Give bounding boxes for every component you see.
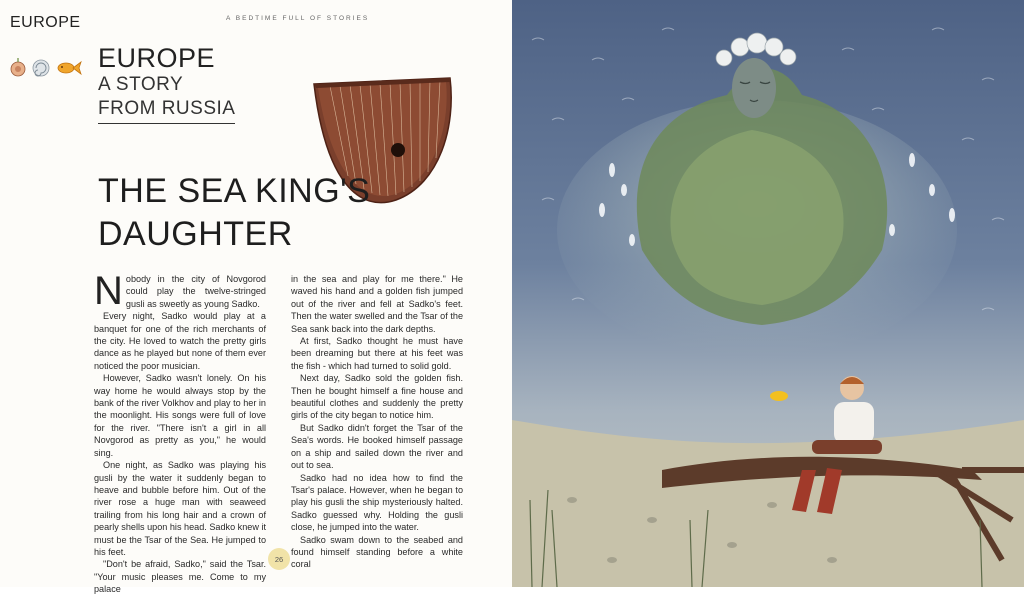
story-title-line-2: DAUGHTER (98, 215, 293, 253)
golden-fish-icon (770, 391, 788, 401)
paragraph: Sadko swam down to the seabed and found himself standing before a white coral (291, 534, 463, 570)
left-page (0, 0, 512, 595)
paragraph: "Don't be afraid, Sadko," said the Tsar. "Your music pleases me. Come to my palace (94, 559, 266, 595)
paragraph: obody in the city of Novgorod could play the twelve-stringed gusli as sweetly as young Sadko. (125, 274, 266, 309)
title-block (98, 44, 235, 124)
paragraph: Every night, Sadko would play at a banquet for one of the rich merchants of the city. He loved to watch the pretty girls dance as he played but none of them ever noticed the poor musician. (94, 311, 266, 371)
series-head: A BEDTIME FULL OF STORIES (226, 15, 370, 22)
paragraph: Sadko had no idea how to find the Tsar's palace. However, when he began to play his gusli the ship mysteriously halted. Sadko guessed why. Holding the gusli close, he jumped into the water. (291, 472, 463, 533)
story-title (98, 170, 370, 256)
paragraph: However, Sadko wasn't lonely. On his way home he would always stop by the bank of the river Volkhov and play to her in the moonlight. His songs were full of love for the river. "There isn't a girl in all Novgorod as pretty as you," he would sing. (94, 373, 266, 458)
sea-king-illustration (512, 0, 1024, 587)
running-head: EUROPE (10, 14, 81, 31)
subtitle-line-1: A STORY (98, 74, 184, 95)
text-column-2 (291, 273, 463, 571)
right-page-illustration (512, 0, 1024, 587)
shell-icon (33, 60, 49, 76)
text-column-1 (94, 269, 266, 596)
paragraph: At first, Sadko thought he must have been dreaming but there at his feet was the fish - which had turned to solid gold. (291, 336, 463, 371)
page-number: 26 (268, 548, 290, 570)
region-title: EUROPE (98, 43, 216, 73)
goldfish-icon (58, 62, 81, 74)
sea-king-face (732, 58, 776, 118)
paragraph: Next day, Sadko sold the golden fish. Then he bought himself a fine house and beautiful clothes and suddenly the pretty girls of the city began to notice him. (291, 373, 463, 421)
paragraph: One night, as Sadko was playing his gusli by the water it suddenly began to heave and bubble before him. Out of the river rose a huge man with seaweed trailing from his long hair and a crown of pearly shells upon his head. Sadko knew it must be the Tsar of the Sea. He jumped to his feet. (94, 460, 266, 557)
story-title-line-1: THE SEA KING'S (98, 172, 371, 210)
subtitle-line-2: FROM RUSSIA (98, 97, 235, 124)
region-icons (8, 56, 84, 80)
drop-cap: N (94, 269, 123, 313)
paragraph: in the sea and play for me there." He waved his hand and a golden fish jumped out of the river and fell at Sadko's feet. Then the water swelled and the Tsar of the Sea sank back into the dark depths. (291, 274, 463, 334)
onion-icon (11, 58, 25, 76)
paragraph: But Sadko didn't forget the Tsar of the Sea's words. He booked himself passage on a ship and sailed down the river and out to sea. (291, 422, 463, 471)
